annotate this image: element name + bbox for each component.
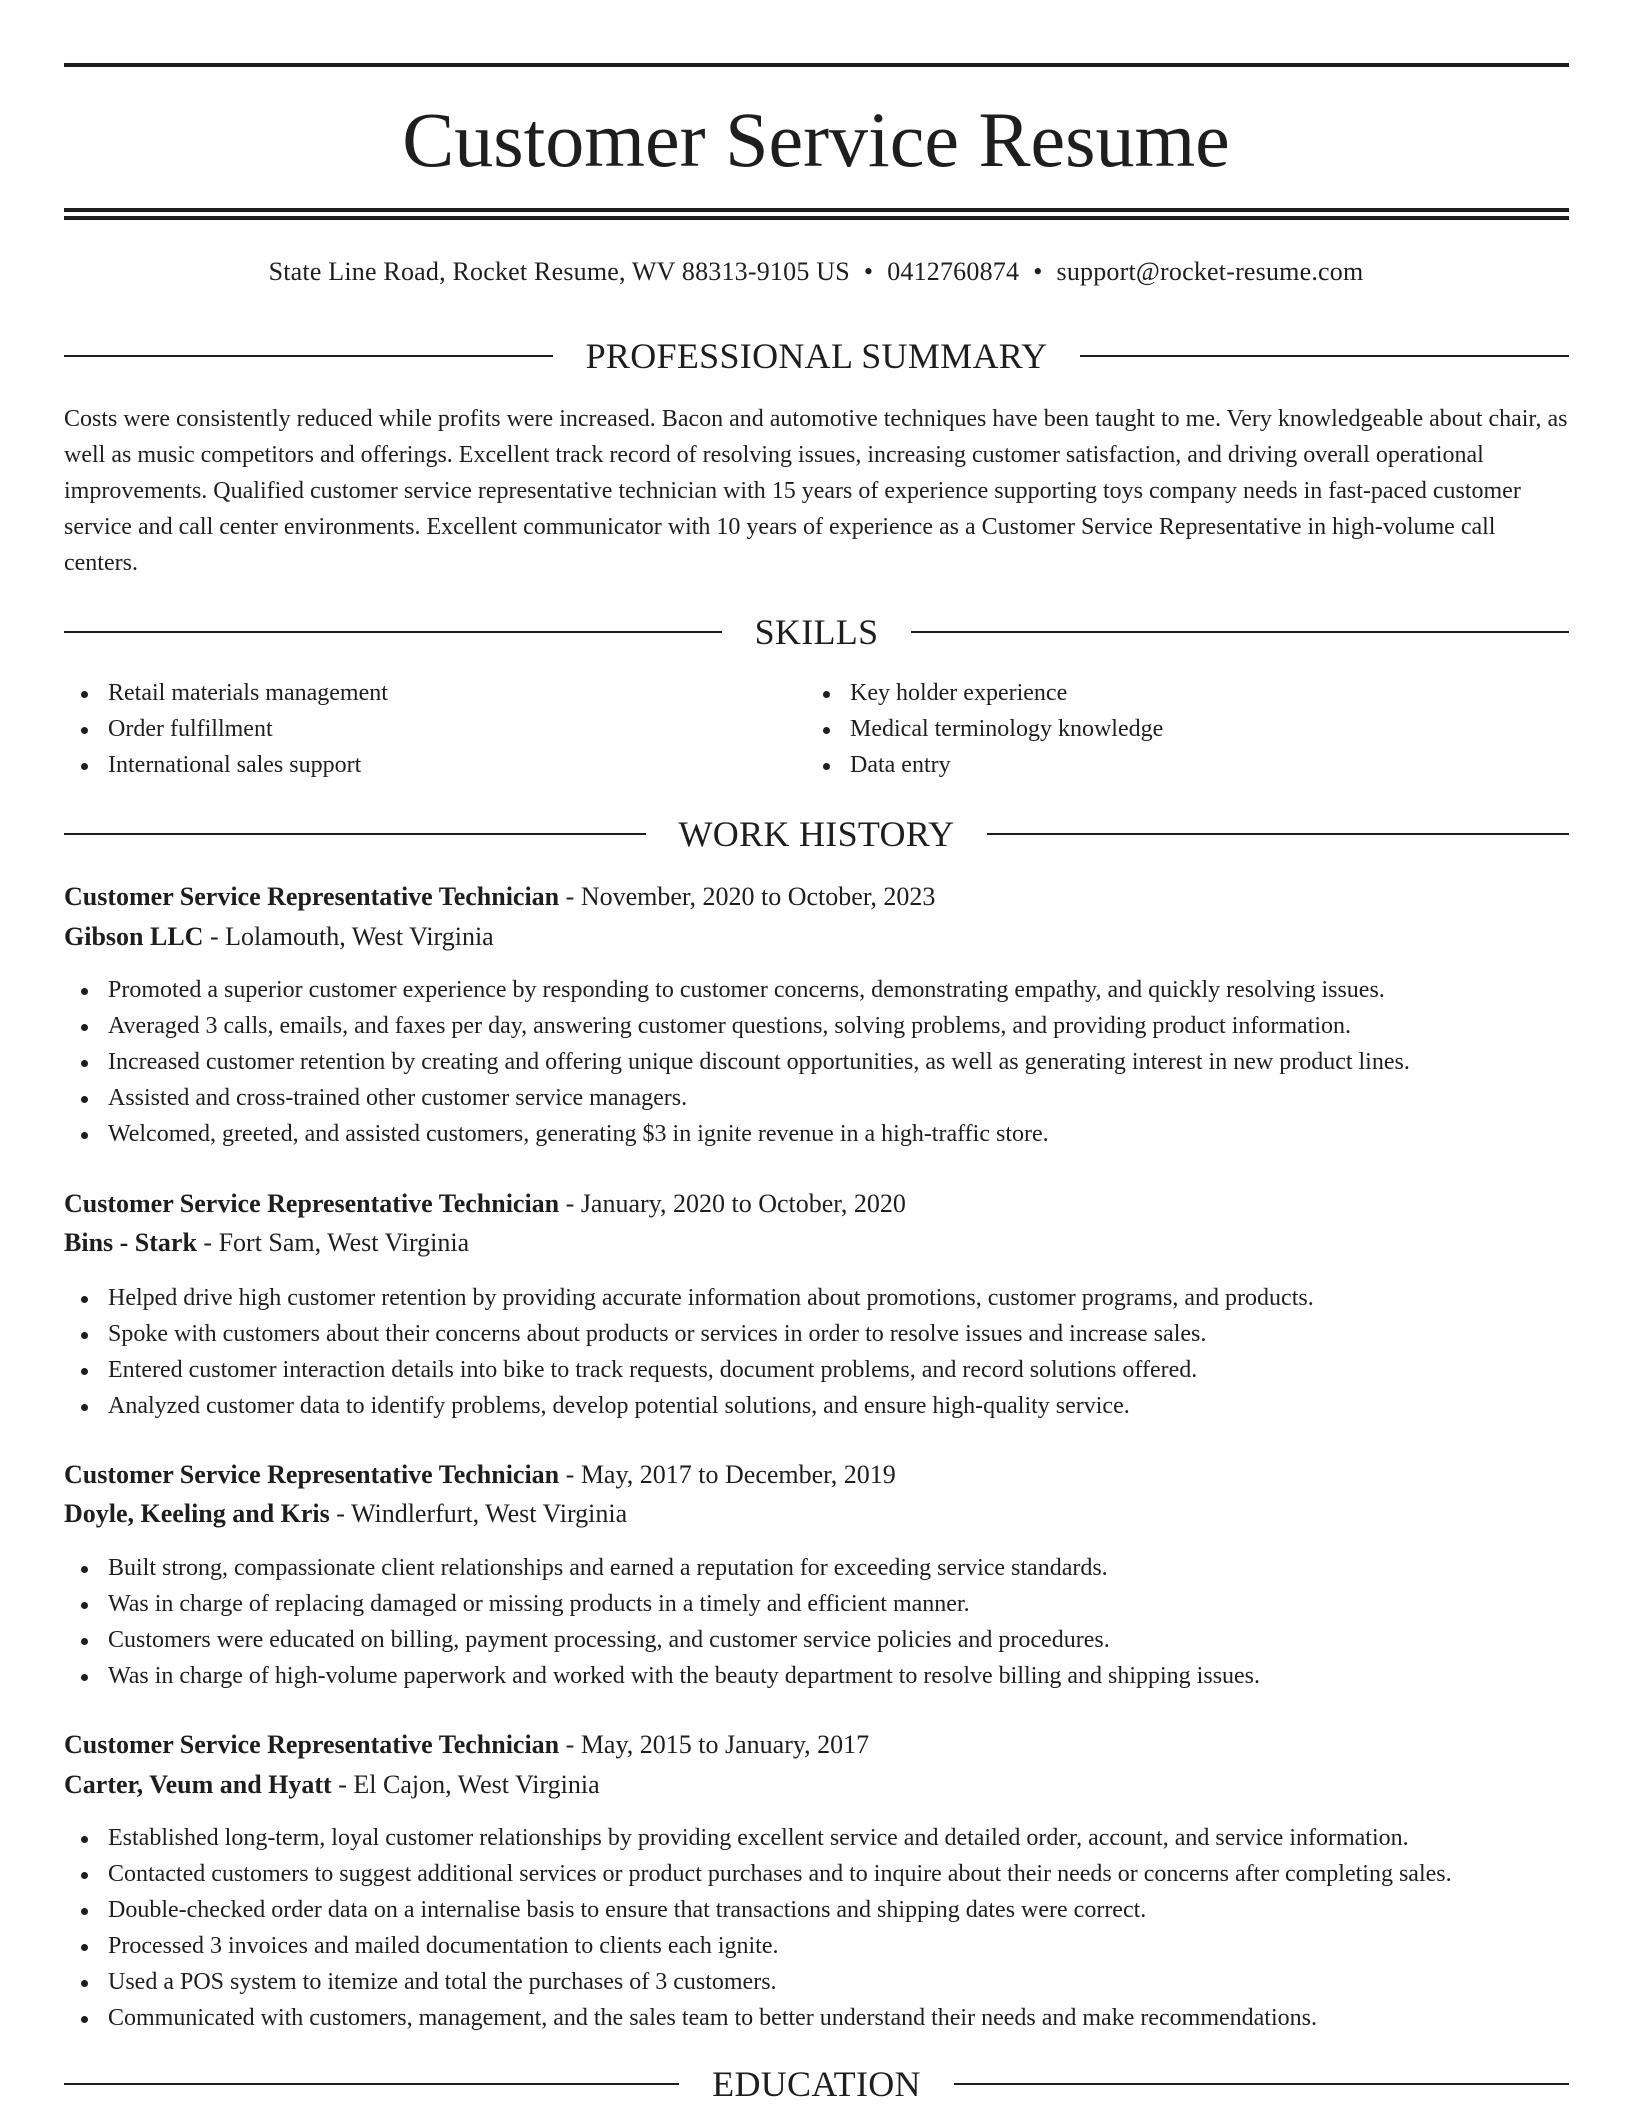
job-company-line (64, 1768, 600, 1802)
skill-item: Order fulfillment (64, 711, 764, 747)
job-dates: - May, 2015 to January, 2017 (559, 1730, 870, 1759)
job-company: Carter, Veum and Hyatt (64, 1770, 332, 1799)
job-company: Gibson LLC (64, 922, 204, 951)
skill-item: Key holder experience (806, 675, 1506, 711)
list-item: Entered customer interaction details into bike to track requests, document problems, and record solutions offered. (64, 1352, 1569, 1388)
section-title: EDUCATION (712, 2064, 921, 2104)
section-rule (64, 2083, 679, 2085)
section-title: PROFESSIONAL SUMMARY (585, 336, 1048, 376)
list-item: Established long-term, loyal customer relationships by providing excellent service and detailed order, account, and service information. (64, 1820, 1569, 1856)
section-title: WORK HISTORY (678, 814, 955, 854)
job-bullets (64, 972, 1569, 1152)
contact-line (0, 256, 1632, 288)
section-rule (64, 631, 722, 633)
job-bullets (64, 1280, 1569, 1424)
job-title-line (64, 1187, 906, 1221)
skills-list-left (64, 675, 764, 783)
list-item: Was in charge of high-volume paperwork and worked with the beauty department to resolve billing and shipping issues. (64, 1658, 1569, 1694)
section-heading-work (64, 814, 1569, 854)
job-dates: - January, 2020 to October, 2020 (559, 1189, 906, 1218)
skills-list-right (806, 675, 1506, 783)
list-item: Double-checked order data on a internalise basis to ensure that transactions and shipping dates were correct. (64, 1892, 1569, 1928)
job-title-line (64, 880, 935, 914)
job-title: Customer Service Representative Technician (64, 1730, 560, 1759)
list-item: Welcomed, greeted, and assisted customers, generating $3 in ignite revenue in a high-traffic store. (64, 1116, 1569, 1152)
section-rule (911, 631, 1569, 633)
job-location: - Windlerfurt, West Virginia (329, 1499, 628, 1528)
job-bullets (64, 1550, 1569, 1694)
job-title-line (64, 1728, 869, 1762)
summary-text: Costs were consistently reduced while profits were increased. Bacon and automotive techniques have been taught to me. Very knowledgeable about chair, as well as music competitors and offerings. Excellent track record of resolving issues, increasing customer satisfaction, and driving overall operational improvements. Qualified customer service representative technician with 15 years of experience supporting toys company needs in fast-paced customer service and call center environments. Excellent communicator with 10 years of experience as a Customer Service Representative in high-volume call centers. (64, 406, 1568, 576)
job-company: Doyle, Keeling and Kris (64, 1499, 330, 1528)
contact-email: support@rocket-resume.com (1056, 257, 1364, 286)
top-rule (64, 63, 1569, 67)
job-title: Customer Service Representative Technician (64, 882, 560, 911)
section-rule (954, 2083, 1569, 2085)
section-title: SKILLS (754, 612, 879, 652)
section-heading-education (64, 2064, 1569, 2104)
section-rule (1080, 355, 1569, 357)
list-item: Helped drive high customer retention by providing accurate information about promotions, customer programs, and products. (64, 1280, 1569, 1316)
section-heading-summary (64, 336, 1569, 376)
list-item: Contacted customers to suggest additional services or product purchases and to inquire about their needs or concerns after completing sales. (64, 1856, 1569, 1892)
job-title: Customer Service Representative Technician (64, 1460, 560, 1489)
job-title: Customer Service Representative Technician (64, 1189, 560, 1218)
job-location: - El Cajon, West Virginia (331, 1770, 600, 1799)
section-rule (987, 833, 1569, 835)
list-item: Spoke with customers about their concerns about products or services in order to resolve issues and increase sales. (64, 1316, 1569, 1352)
list-item: Used a POS system to itemize and total the purchases of 3 customers. (64, 1964, 1569, 2000)
list-item: Communicated with customers, management, and the sales team to better understand their needs and make recommendations. (64, 2000, 1569, 2036)
job-dates: - November, 2020 to October, 2023 (559, 882, 936, 911)
skill-item: International sales support (64, 747, 764, 783)
title-rule-lower (64, 216, 1569, 220)
job-location: - Lolamouth, West Virginia (203, 922, 494, 951)
list-item: Increased customer retention by creating and offering unique discount opportunities, as well as generating interest in new product lines. (64, 1044, 1569, 1080)
section-rule (64, 833, 646, 835)
contact-separator: • (1033, 257, 1043, 286)
skill-item: Retail materials management (64, 675, 764, 711)
section-heading-skills (64, 612, 1569, 652)
list-item: Built strong, compassionate client relationships and earned a reputation for exceeding service standards. (64, 1550, 1569, 1586)
list-item: Assisted and cross-trained other customer service managers. (64, 1080, 1569, 1116)
job-company-line (64, 920, 494, 954)
contact-address: State Line Road, Rocket Resume, WV 88313-9105 US (268, 257, 850, 286)
list-item: Customers were educated on billing, payment processing, and customer service policies and procedures. (64, 1622, 1569, 1658)
job-company-line (64, 1226, 469, 1260)
list-item: Analyzed customer data to identify problems, develop potential solutions, and ensure high-quality service. (64, 1388, 1569, 1424)
title-rule-upper (64, 208, 1569, 212)
list-item: Averaged 3 calls, emails, and faxes per day, answering customer questions, solving problems, and providing product information. (64, 1008, 1569, 1044)
skill-item: Data entry (806, 747, 1506, 783)
list-item: Processed 3 invoices and mailed documentation to clients each ignite. (64, 1928, 1569, 1964)
job-company: Bins - Stark (64, 1228, 197, 1257)
list-item: Promoted a superior customer experience by responding to customer concerns, demonstrating empathy, and quickly resolving issues. (64, 972, 1569, 1008)
page-title: Customer Service Resume (402, 96, 1230, 183)
job-dates: - May, 2017 to December, 2019 (559, 1460, 896, 1489)
skill-item: Medical terminology knowledge (806, 711, 1506, 747)
job-title-line (64, 1458, 896, 1492)
list-item: Was in charge of replacing damaged or missing products in a timely and efficient manner. (64, 1586, 1569, 1622)
contact-separator: • (863, 257, 874, 286)
job-company-line (64, 1497, 627, 1531)
job-location: - Fort Sam, West Virginia (196, 1228, 470, 1257)
job-bullets (64, 1820, 1569, 2036)
section-rule (64, 355, 553, 357)
contact-phone: 0412760874 (887, 257, 1020, 286)
